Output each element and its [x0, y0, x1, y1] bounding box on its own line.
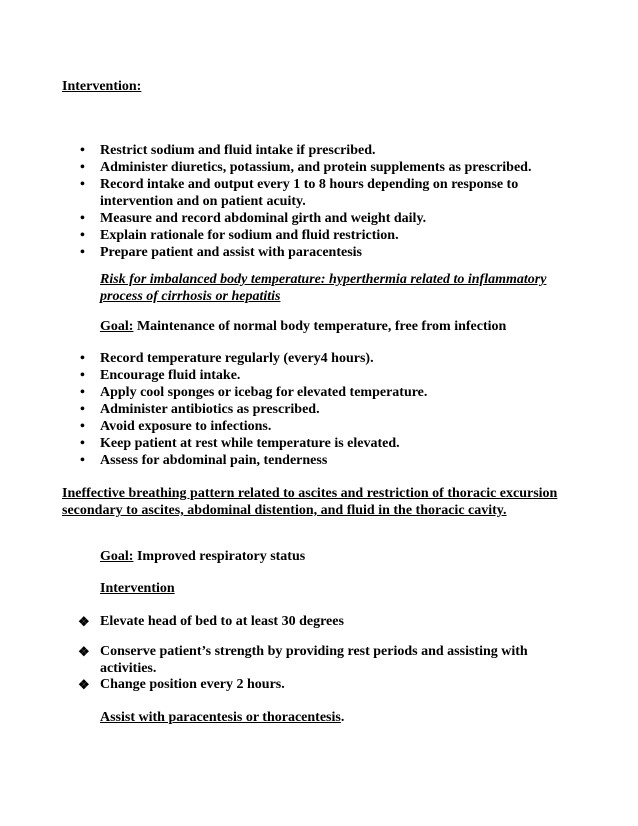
goal-label: Goal: [100, 319, 134, 334]
list-item [0, 676, 560, 693]
list-item-text: Apply cool sponges or icebag for elevated temperature. [100, 385, 428, 400]
list-item-text: Avoid exposure to infections. [100, 419, 272, 434]
list-item [0, 435, 560, 452]
list-item [0, 384, 560, 401]
diamond-bullet-icon: ❖ [78, 644, 90, 659]
list-item-text: Change position every 2 hours. [100, 677, 285, 692]
assist-statement [100, 709, 344, 726]
diamond-list-item-2 [0, 643, 560, 677]
subheading-intervention: Intervention [100, 581, 175, 596]
list-item [0, 613, 560, 630]
list-item [0, 418, 560, 435]
goal-statement [100, 318, 580, 335]
list-item-text: Explain rationale for sodium and fluid restriction. [100, 228, 399, 243]
nursing-diagnosis-hyperthermia: Risk for imbalanced body temperature: hyperthermia related to inflammatory process of cirrhosis or hepatitis [100, 272, 547, 304]
list-item-text: Administer antibiotics as prescribed. [100, 402, 320, 417]
bullet-icon: • [80, 228, 85, 243]
goal-text: Maintenance of normal body temperature, free from infection [133, 319, 507, 334]
bullet-icon: • [80, 245, 85, 260]
goal-label: Goal: [100, 549, 134, 564]
list-item-text: Prepare patient and assist with paracentesis [100, 245, 362, 260]
list-item [0, 643, 560, 677]
goal-text: Improved respiratory status [133, 549, 306, 564]
list-item-text: Measure and record abdominal girth and weight daily. [100, 211, 427, 226]
list-item-text: Record temperature regularly (every4 hours). [100, 351, 374, 366]
list-item-text: Keep patient at rest while temperature is elevated. [100, 436, 400, 451]
list-item-text: Encourage fluid intake. [100, 368, 241, 383]
bullet-icon: • [80, 419, 85, 434]
list-item [0, 452, 560, 469]
list-item [0, 350, 560, 367]
bullet-icon: • [80, 351, 85, 366]
bullet-icon: • [80, 177, 85, 192]
list-item [0, 142, 560, 159]
list-item [0, 401, 560, 418]
bullet-list-fluid [0, 142, 560, 261]
list-item [0, 227, 560, 244]
list-item-text: Administer diuretics, potassium, and protein supplements as prescribed. [100, 160, 532, 175]
bullet-icon: • [80, 385, 85, 400]
diamond-list-item-3 [0, 676, 560, 693]
nursing-diagnosis-breathing: Ineffective breathing pattern related to ascites and restriction of thoracic excursion secondary to ascites, abdominal distention, and fluid in the thoracic cavity. [62, 486, 558, 518]
bullet-icon: • [80, 368, 85, 383]
list-item-text: Elevate head of bed to at least 30 degrees [100, 614, 344, 629]
bullet-icon: • [80, 453, 85, 468]
assist-period: . [340, 710, 345, 725]
bullet-icon: • [80, 160, 85, 175]
list-item-text: Restrict sodium and fluid intake if prescribed. [100, 143, 376, 158]
list-item-text: Conserve patient’s strength by providing rest periods and assisting with activities. [100, 644, 528, 676]
list-item-text: Assess for abdominal pain, tenderness [100, 453, 328, 468]
bullet-icon: • [80, 211, 85, 226]
list-item-text: Record intake and output every 1 to 8 hours depending on response to intervention and on patient acuity. [100, 177, 519, 209]
diamond-list-item-1 [0, 613, 560, 630]
diamond-bullet-icon: ❖ [78, 614, 90, 629]
diamond-bullet-icon: ❖ [78, 677, 90, 692]
assist-text: Assist with paracentesis or thoracentesis [100, 710, 341, 725]
bullet-list-temperature [0, 350, 560, 469]
list-item [0, 367, 560, 384]
list-item [0, 176, 560, 210]
list-item [0, 159, 560, 176]
bullet-icon: • [80, 143, 85, 158]
goal-statement-respiratory [100, 548, 305, 565]
list-item [0, 244, 560, 261]
list-item [0, 210, 560, 227]
bullet-icon: • [80, 436, 85, 451]
section-heading-intervention: Intervention: [62, 79, 142, 94]
bullet-icon: • [80, 402, 85, 417]
